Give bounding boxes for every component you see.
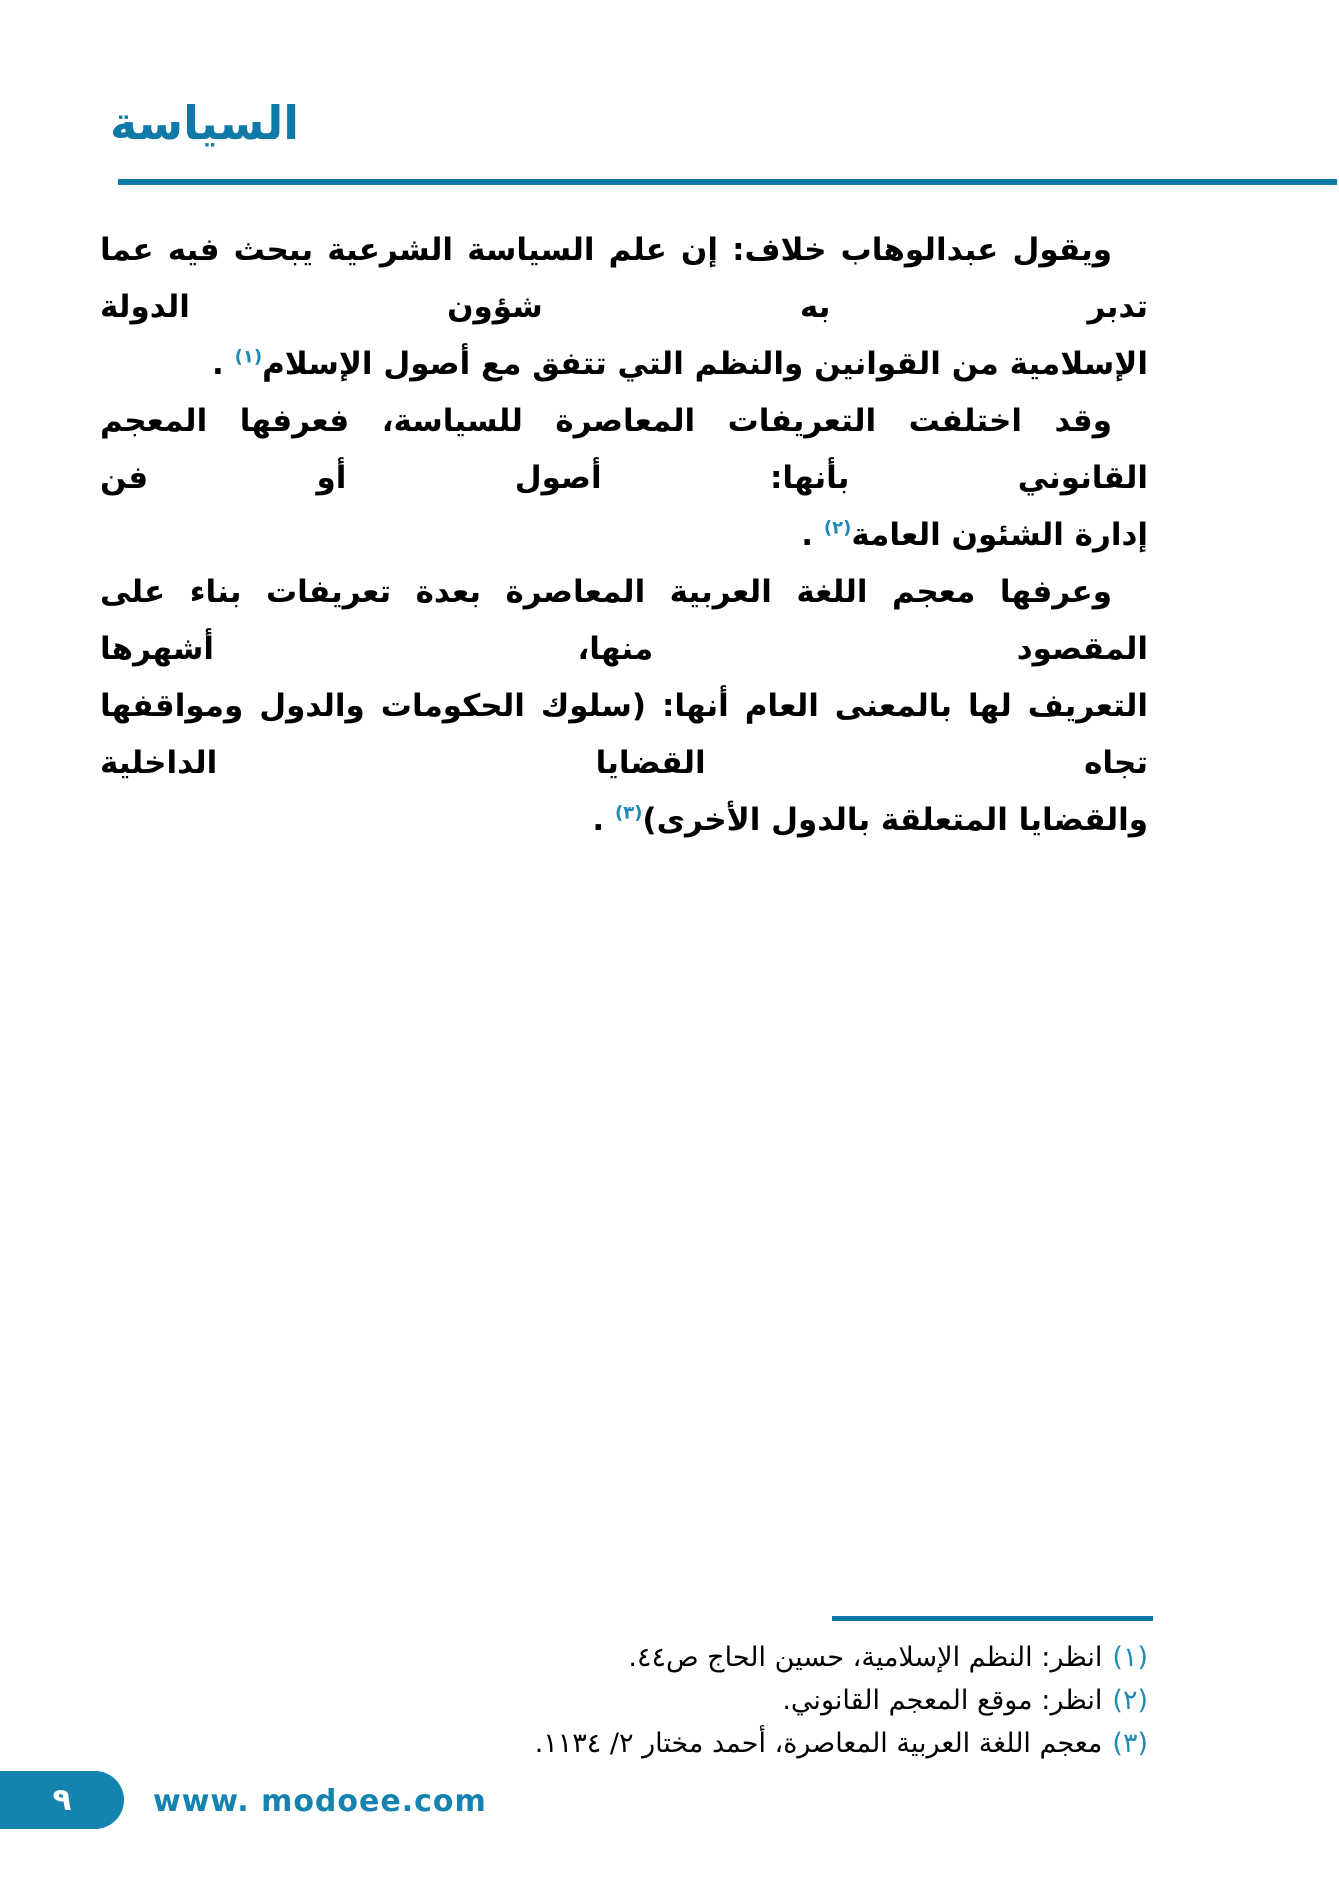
body-line-text: وقد اختلفت التعريفات المعاصرة للسياسة، فعرفها المعجم القانوني بأنها: أصول أو فن	[100, 403, 1148, 496]
body-text	[100, 222, 1148, 849]
body-line	[100, 222, 1148, 336]
footnote-number: (٢)	[1112, 1685, 1148, 1716]
page-number: ٩	[52, 1782, 72, 1818]
footnote-row	[300, 1636, 1148, 1679]
footnote-marker: (٣)	[614, 802, 643, 824]
footnote-marker: (٢)	[823, 517, 852, 539]
footnotes	[300, 1636, 1148, 1765]
footnote-row	[300, 1722, 1148, 1765]
footnote-text: انظر: النظم الإسلامية، حسين الحاج ص٤٤.	[628, 1642, 1103, 1673]
body-line-text: .	[212, 346, 235, 382]
body-line-text: وعرفها معجم اللغة العربية المعاصرة بعدة تعريفات بناء على المقصود منها، أشهرها	[100, 574, 1148, 667]
page-header-title: السياسة	[110, 96, 300, 150]
body-line-text: إدارة الشئون العامة	[851, 517, 1148, 553]
page-number-badge	[0, 1771, 124, 1829]
website-url: www. modoee.com	[153, 1784, 487, 1819]
footnote-row	[300, 1679, 1148, 1722]
footnote-text: معجم اللغة العربية المعاصرة، أحمد مختار ٢/ ١١٣٤.	[534, 1728, 1103, 1759]
footnote-marker: (١)	[234, 346, 263, 368]
footnote-separator	[832, 1616, 1153, 1621]
body-line	[100, 564, 1148, 678]
body-line-text: الإسلامية من القوانين والنظم التي تتفق مع أصول الإسلام	[262, 346, 1148, 382]
body-line	[100, 336, 1148, 393]
body-line-text: .	[801, 517, 824, 553]
body-line	[100, 678, 1148, 792]
footnote-number: (١)	[1112, 1642, 1148, 1673]
body-line-text: والقضايا المتعلقة بالدول الأخرى)	[642, 802, 1148, 838]
body-line	[100, 393, 1148, 507]
footnote-text: انظر: موقع المعجم القانوني.	[782, 1685, 1103, 1716]
body-line	[100, 507, 1148, 564]
body-line-text: التعريف لها بالمعنى العام أنها: (سلوك الحكومات والدول ومواقفها تجاه القضايا الداخلية	[100, 688, 1148, 781]
body-line-text: .	[592, 802, 615, 838]
header-rule	[118, 179, 1337, 185]
body-line-text: ويقول عبدالوهاب خلاف: إن علم السياسة الشرعية يبحث فيه عما تدبر به شؤون الدولة	[100, 232, 1148, 325]
footnote-number: (٣)	[1112, 1728, 1148, 1759]
body-line	[100, 792, 1148, 849]
